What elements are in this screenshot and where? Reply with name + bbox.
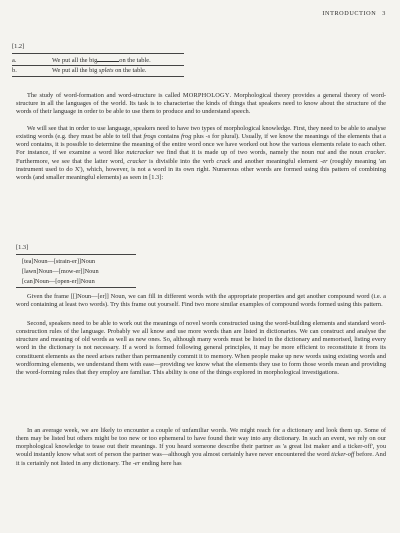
example-letter: b. <box>12 67 17 74</box>
paragraph-unfamiliar-words: In an average week, we are likely to encounter a couple of unfamiliar words. We might reach for a dictionary and look them up. Some of them may be listed but others might be too new or too ephemeral to have found their way into any dictionary. In such an event, we rely on our morphological knowledge to tease out their meanings. If you heard someone describe their partner as 'a great list maker and a ticker-off', you would instantly know what sort of person the partner was—although you almost certainly have never encountered the word ticker-off before. And it is certainly not listed in any dictionary. The -er ending here has <box>16 427 386 467</box>
term-morphology: MORPHOLOGY <box>182 92 230 99</box>
example-1-2-row-a <box>12 56 151 64</box>
example-rule <box>12 65 184 66</box>
paragraph-morphological-knowledge: We will see that in order to use language, speakers need to have two types of morphological knowledge. First, they need to be able to analyse existing words (e.g. they must be able to tell that frogs contains frog plus -s for plural). Usually, if we know the meanings of the elements that a word contains, it is possible to determine the meaning of the entire word once we have worked out how the various elements relate to each other. For instance, if we examine a word like nutcracker we find that it is made up of two words, namely the noun nut and the noun cracker. Furthermore, we see that the latter word, cracker is divisible into the verb crack and another meaningful element -er (roughly meaning 'an instrument used to do X'), which, however, is not a word in its own right. Numerous other words are formed using this pattern of combining words (and smaller meaningful elements) as seen in [1.3]: <box>16 125 387 181</box>
example-rule <box>16 287 136 288</box>
example-1-3-row: [tea]Noun—[strain-er]]Noun <box>22 258 96 265</box>
example-rule <box>12 76 184 77</box>
example-text: We put all the big <box>52 57 98 64</box>
example-letter: a. <box>12 57 17 64</box>
example-text: on the table. <box>119 57 151 64</box>
example-rule <box>16 254 136 255</box>
page-number: 3 <box>382 10 386 17</box>
example-1-2-label: [1.2] <box>12 43 25 50</box>
example-nonce-word: splets <box>98 67 114 74</box>
example-1-3-row: [lawn]Noun—[mow-er]]Noun <box>22 268 99 275</box>
example-1-3-row: [can]Noun—[open-er]]Noun <box>22 278 95 285</box>
paragraph-morphology: The study of word-formation and word-structure is called MORPHOLOGY. Morphological theory provides a general theory of word-structure in all the languages of the world. Its task is to characterise the kinds of things that speakers need to know about the structure of the words of their language in order to be able to use them to produce and to understand speech. <box>16 92 386 116</box>
example-1-3-label: [1.3] <box>16 244 29 251</box>
example-text: on the table. <box>115 67 147 74</box>
running-head-title: INTRODUCTION <box>322 10 377 17</box>
example-rule <box>12 53 184 54</box>
fill-in-blank <box>97 56 119 62</box>
example-1-2-row-b <box>12 67 146 74</box>
example-text: We put all the big <box>52 67 98 74</box>
running-head <box>322 10 386 17</box>
paragraph-novel-words: Second, speakers need to be able to work out the meanings of novel words constructed using the word-building elements and standard word-construction rules of the language. Probably we all know and use more words than are listed in dictionaries. We can construct and analyse the structure and meaning of old words as well as new ones. So, although many words must be listed in the dictionary and memorised, listing every word in the dictionary is not necessary. If a word is formed following general principles, it may be more efficient to reconstitute it from its constituent elements as the need arises rather than permanently commit it to memory. When people make up new words using existing words and wordforming elements, we understand them with ease—providing we know what the elements they use to form those words mean and providing the word-forming rules that they employ are familiar. This ability is one of the things explored in morphological investigations. <box>16 320 386 376</box>
paragraph-frame: Given the frame [[]Noun—[er]] Noun, we can fill in different words with the appropriate properties and get another compound word (i.e. a word containing at least two words). Try this frame out yourself. Find two more similar examples of compound words formed using this pattern. <box>16 293 386 309</box>
